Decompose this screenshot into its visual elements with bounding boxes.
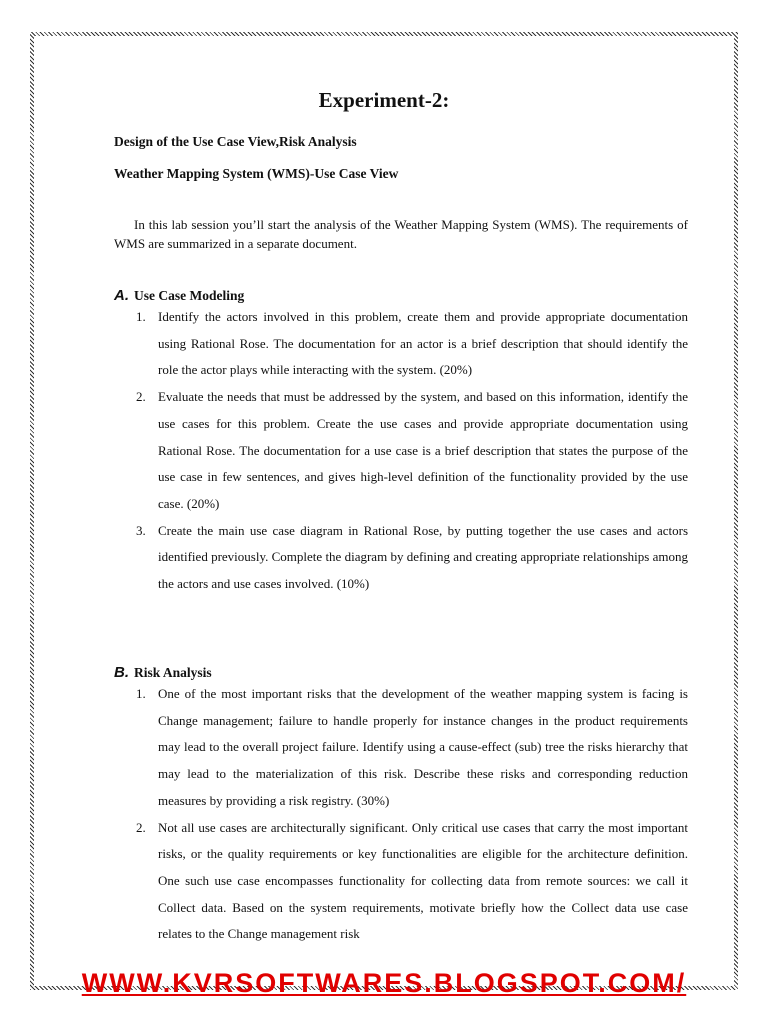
subheading-wms: Weather Mapping System (WMS)-Use Case View <box>114 166 399 181</box>
section-b-heading <box>114 664 212 681</box>
intro-paragraph <box>114 215 688 253</box>
page-title: Experiment-2: <box>318 88 450 112</box>
list-item <box>128 681 688 815</box>
item-number: 2. <box>136 819 146 835</box>
section-a-letter: A. <box>114 287 129 304</box>
section-a-title: Use Case Modeling <box>134 288 245 303</box>
list-item <box>128 384 688 518</box>
section-a-heading <box>114 287 244 304</box>
item-number: 2. <box>136 389 146 405</box>
subheading-design: Design of the Use Case View,Risk Analysis <box>114 134 357 149</box>
item-text: Evaluate the needs that must be addressed by the system, and based on this information, identify the use cases for this problem. Create the use cases and provide appropriate documentation using Rational Rose. The documentation for a use case is a brief description that states the purpose of the use case in few sentences, and gives high-level definition of the functionality provided by the use case. (20%) <box>158 389 688 511</box>
section-b-letter: B. <box>114 664 129 681</box>
list-item <box>128 518 688 598</box>
item-text: Not all use cases are architecturally significant. Only critical use cases that carry the most important risks, or the quality requirements or key functionalities are eligible for the architecture definition. One such use case encompasses functionality for collecting data from remote sources: we call it Collect data. Based on the system requirements, motivate briefly how the Collect data use case relates to the Change management risk <box>158 819 688 942</box>
section-b-title: Risk Analysis <box>134 665 212 680</box>
footer-link[interactable]: WWW.KVRSOFTWARES.BLOGSPOT.COM/ <box>81 968 687 998</box>
item-number: 1. <box>136 686 146 701</box>
item-text: Identify the actors involved in this problem, create them and provide appropriate documentation using Rational Rose. The documentation for an actor is a brief description that should identify the role the actor plays while interacting with the system. (20%) <box>158 309 688 378</box>
item-number: 1. <box>136 309 146 324</box>
section-b-list <box>128 681 688 948</box>
item-number: 3. <box>136 522 146 538</box>
item-text: Create the main use case diagram in Rational Rose, by putting together the use cases and actors identified previously. Complete the diagram by defining and creating appropriate relationships among the actors and use cases involved. (10%) <box>158 522 688 592</box>
section-a-list <box>128 304 688 598</box>
item-text: One of the most important risks that the development of the weather mapping system is facing is Change management; failure to handle properly for instance changes in the product requirements may lead to the overall project failure. Identify using a cause-effect (sub) tree the risks hierarchy that may lead to the materialization of this risk. Describe these risks and corresponding reduction measures by providing a risk registry. (30%) <box>158 686 688 808</box>
list-item <box>128 304 688 384</box>
intro-text: In this lab session you’ll start the analysis of the Weather Mapping System (WMS). The requirements of WMS are summarized in a separate document. <box>114 217 688 251</box>
list-item <box>128 815 688 949</box>
